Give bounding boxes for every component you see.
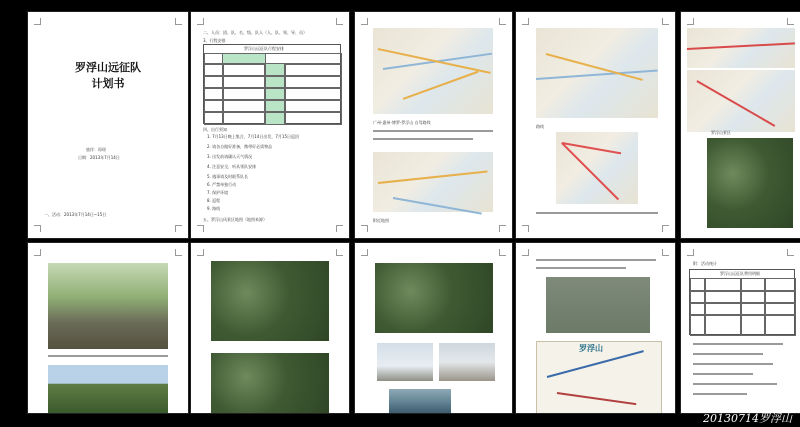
page-photos-3: [355, 243, 512, 413]
cover-author: 旅伴：琼瑶: [86, 147, 106, 152]
satellite-image: [211, 353, 329, 413]
map-caption-3: 路线: [536, 124, 544, 129]
watermark: 20130714罗浮山: [703, 412, 792, 425]
map-caption-4: 罗浮山景区: [711, 130, 731, 135]
cover-title-line1: 罗浮山远征队: [75, 61, 141, 74]
cover-title-line2: 计划书: [91, 77, 125, 90]
note-item: 2. 请各自做好准备，携带好必需物品: [207, 144, 273, 149]
note-item: 6. 严禁单独行动: [207, 182, 237, 187]
photo-gate: [48, 263, 168, 349]
map-caption-2: 附近地图: [373, 218, 389, 223]
page-schedule: [191, 12, 349, 238]
satellite-image: [546, 277, 650, 333]
page-summary: [681, 243, 800, 413]
brochure-image: [536, 341, 662, 413]
note-item: 3. 出发前请确认天气情况: [207, 154, 253, 159]
page-photos-1: [28, 243, 188, 413]
note-item: 4. 注意安全，听从领队安排: [207, 164, 257, 169]
satellite-image: [211, 261, 329, 341]
schedule-footer: 五、罗浮山风景区地图（地图来源）: [203, 217, 267, 222]
note-item: 7. 保护环境: [207, 190, 229, 195]
map-image: [536, 28, 658, 118]
cover-footnote: 一、活动：2013年7月14日~15日: [44, 212, 107, 217]
page-map-1: [355, 12, 512, 238]
map-image: [687, 28, 795, 68]
map-image: [373, 152, 493, 212]
brochure-label: 罗浮山: [579, 344, 603, 353]
map-image: [556, 132, 638, 204]
photo-rock: [439, 343, 495, 381]
map-image: [373, 28, 493, 114]
summary-heading: 附：活动统计: [693, 261, 717, 266]
map-caption-1: 广州-惠州-博罗-罗浮山 自驾路线: [373, 120, 431, 125]
notes-heading: 四、出行须知: [203, 127, 227, 132]
note-item: 8. 返程: [207, 198, 221, 203]
satellite-image: [375, 263, 493, 333]
page-photos-2: [191, 243, 349, 413]
cover-date: 日期：2013年7月14日: [78, 155, 120, 160]
note-item: 5. 遇事请及时联系队长: [207, 174, 249, 179]
schedule-heading: 二、人员：团、队、名、级、队人（人、队、领、导、员）: [203, 30, 307, 35]
note-item: 9. 路线: [207, 206, 221, 211]
summary-table-title: 罗浮山远征队费用明细: [720, 271, 760, 276]
page-map-2: [516, 12, 675, 238]
schedule-table: [203, 44, 341, 124]
page-brochure: [516, 243, 675, 413]
note-item: 1. 7月13日晚上集合，7月14日出发，7月15日返回: [207, 134, 299, 139]
photo-hill: [48, 365, 168, 413]
page-cover: [28, 12, 188, 238]
photo-summit: [377, 343, 433, 381]
summary-table: [689, 269, 795, 335]
satellite-image: [707, 138, 793, 228]
schedule-subheading: 3、行程安排: [203, 38, 226, 43]
schedule-table-title: 罗浮山远征队行程安排: [244, 46, 284, 51]
photo-sign: [389, 389, 451, 413]
map-image: [687, 70, 795, 132]
page-map-3: [681, 12, 800, 238]
